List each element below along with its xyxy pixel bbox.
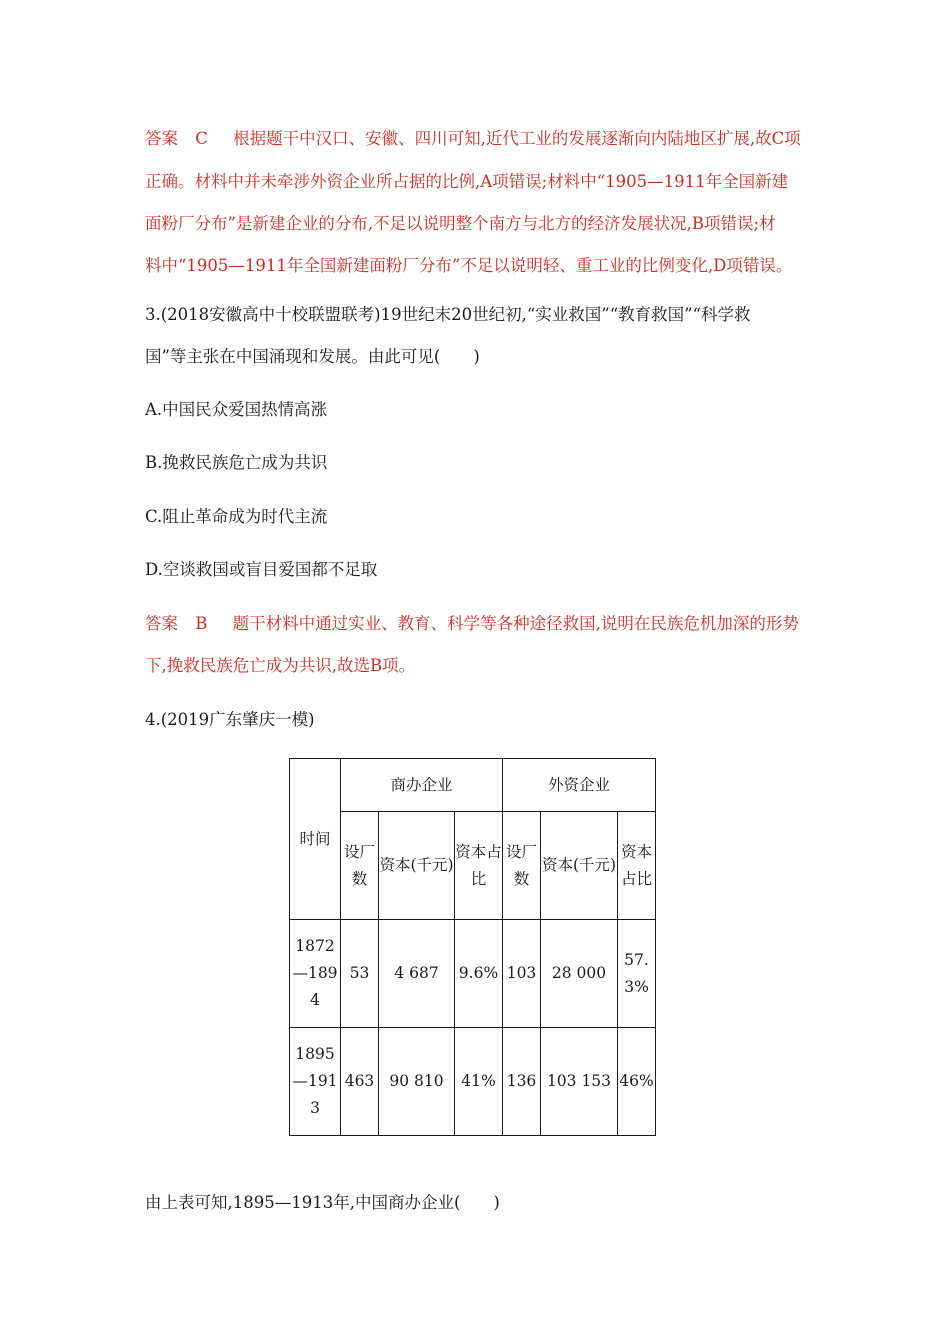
option-b: B.挽救民族危亡成为共识 — [145, 453, 328, 472]
enterprise-table — [289, 758, 656, 1136]
option-d: D.空谈救国或盲目爱国都不足取 — [145, 560, 378, 579]
answer-2-line-1 — [145, 129, 801, 149]
option-a: A.中国民众爱国热情高涨 — [145, 400, 328, 419]
question-3-line-1: 3.(2018安徽高中十校联盟联考)19世纪末20世纪初,“实业救国”“教育救国”“科学救 — [145, 305, 751, 324]
cell-capital-1: 4 687 — [379, 920, 455, 1028]
option-c: C.阻止革命成为时代主流 — [145, 507, 328, 526]
answer-text: 根据题干中汉口、安徽、四川可知,近代工业的发展逐渐向内陆地区扩展,故C项 — [233, 129, 801, 148]
cell-period: 1895—1913 — [290, 1028, 341, 1136]
cell-period: 1872—1894 — [290, 920, 341, 1028]
cell-ratio-1: 41% — [455, 1028, 503, 1136]
answer-3-line-1 — [145, 614, 799, 634]
header-commercial: 商办企业 — [341, 759, 503, 812]
question-4-stem: 由上表可知,1895—1913年,中国商办企业( ) — [145, 1193, 500, 1212]
answer-3-line-2: 下,挽救民族危亡成为共识,故选B项。 — [145, 656, 416, 675]
answer-label: 答案 — [145, 614, 178, 633]
header-count-1: 设厂数 — [341, 812, 379, 920]
cell-ratio-2: 46% — [618, 1028, 656, 1136]
header-count-2: 设厂数 — [503, 812, 541, 920]
header-ratio-1: 资本占比 — [455, 812, 503, 920]
question-3-line-2: 国”等主张在中国涌现和发展。由此可见( ) — [145, 347, 480, 366]
answer-2-line-4: 料中“1905—1911年全国新建面粉厂分布”不足以说明轻、重工业的比例变化,D项错误。 — [145, 256, 793, 275]
cell-ratio-2: 57.3% — [618, 920, 656, 1028]
answer-2-line-3: 面粉厂分布”是新建企业的分布,不足以说明整个南方与北方的经济发展状况,B项错误;材 — [145, 214, 776, 233]
cell-capital-2: 28 000 — [541, 920, 618, 1028]
header-ratio-2: 资本占比 — [618, 812, 656, 920]
answer-key: B — [195, 614, 208, 633]
cell-count-2: 136 — [503, 1028, 541, 1136]
cell-count-1: 53 — [341, 920, 379, 1028]
answer-key: C — [195, 129, 208, 148]
table-row — [290, 920, 656, 1028]
answer-text: 题干材料中通过实业、教育、科学等各种途径救国,说明在民族危机加深的形势 — [232, 614, 799, 633]
header-foreign: 外资企业 — [503, 759, 656, 812]
question-4-title: 4.(2019广东肇庆一模) — [145, 710, 315, 729]
answer-label: 答案 — [145, 129, 178, 148]
answer-2-line-2: 正确。材料中并未牵涉外资企业所占据的比例,A项错误;材料中“1905—1911年全国新建 — [145, 172, 789, 191]
cell-capital-2: 103 153 — [541, 1028, 618, 1136]
table-row — [290, 1028, 656, 1136]
header-capital-1: 资本(千元) — [379, 812, 455, 920]
header-time: 时间 — [290, 759, 341, 920]
cell-count-2: 103 — [503, 920, 541, 1028]
cell-ratio-1: 9.6% — [455, 920, 503, 1028]
cell-count-1: 463 — [341, 1028, 379, 1136]
header-capital-2: 资本(千元) — [541, 812, 618, 920]
cell-capital-1: 90 810 — [379, 1028, 455, 1136]
